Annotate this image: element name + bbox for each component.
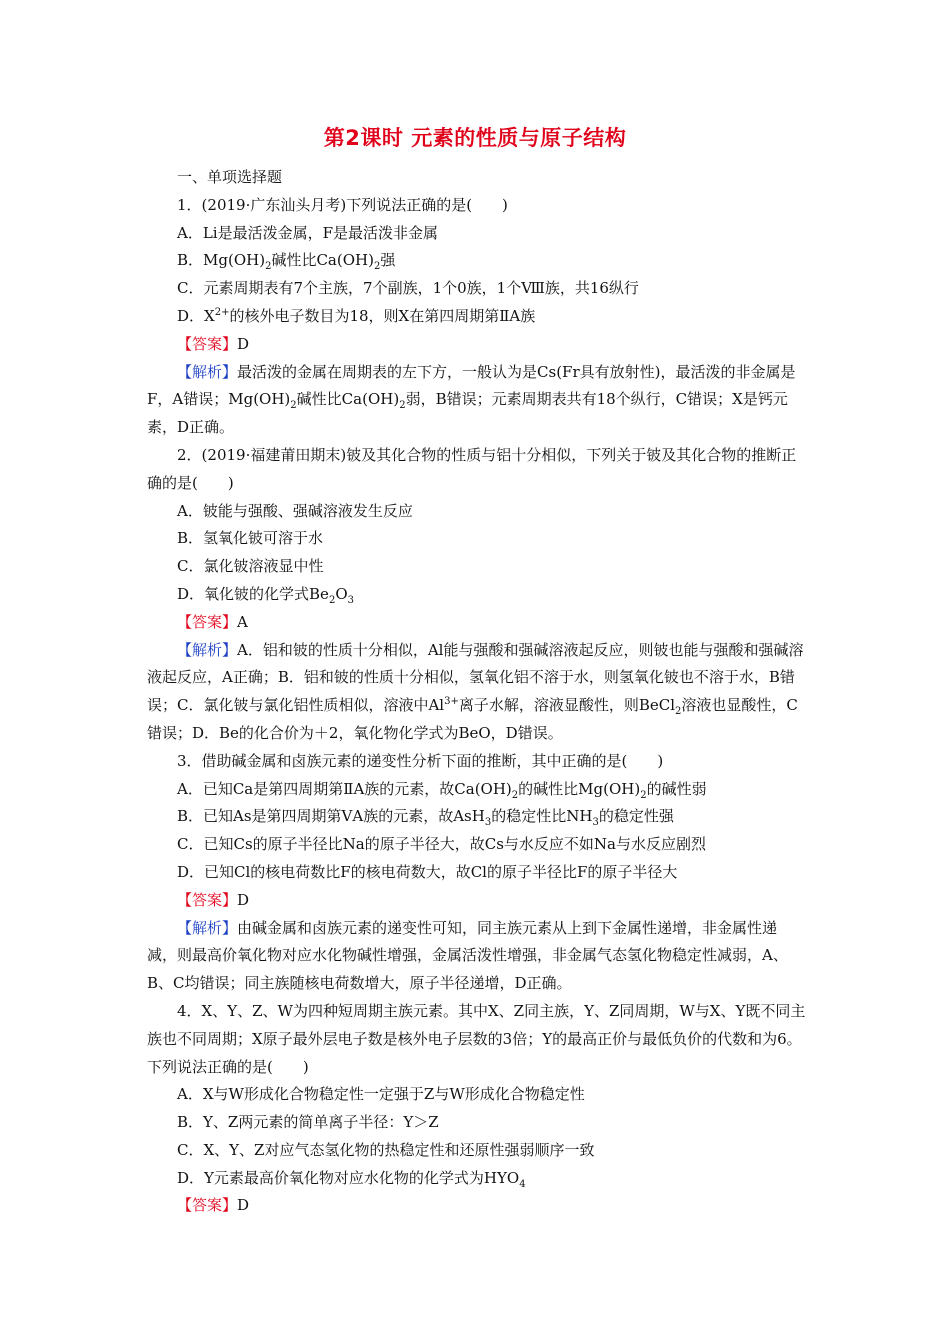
q2-option-c: C．氯化铍溶液显中性 [177, 557, 324, 576]
q1-answer: 【答案】D [177, 334, 250, 353]
q3-answer: 【答案】D [177, 890, 250, 909]
q2-stem: 2．(2019·福建莆田期末)铍及其化合物的性质与铝十分相似，下列关于铍及其化合物的推断正确的是( ) [147, 445, 797, 492]
q3-option-d: D．已知Cl的核电荷数比F的核电荷数大，故Cl的原子半径比F的原子半径大 [177, 862, 678, 881]
explain-tag: 【解析】 [177, 918, 238, 937]
q4-option-b: B．Y、Z两元素的简单离子半径：Y＞Z [177, 1113, 439, 1132]
q3-option-c: C．已知Cs的原子半径比Na的原子半径大，故Cs与水反应不如Na与水反应剧烈 [177, 835, 706, 854]
q3-explanation: 【解析】由碱金属和卤族元素的递变性可知，同主族元素从上到下金属性递增，非金属性递减，则最高价氧化物对应水化物碱性增强，金属活泼性增强，非金属气态氢化物稳定性减弱，A、B、C均错误；同主族随核电荷数增大，原子半径递增，D正确。 [147, 918, 788, 993]
q2-option-b: B．氢氧化铍可溶于水 [177, 529, 324, 548]
page-title: 第2课时 元素的性质与原子结构 [323, 126, 627, 150]
q2-option-a: A．铍能与强酸、强碱溶液发生反应 [177, 501, 413, 520]
q1-explanation: 【解析】最活泼的金属在周期表的左下方，一般认为是Cs(Fr具有放射性)，最活泼的非金属是F，A错误；$Mg(OH)_2$碱性比$Ca(OH)_2$弱，B错误；元素周期表共有18个纵行，C错误；X是钙元素，D正确。 [147, 362, 796, 437]
q3-option-a: A．已知Ca是第四周期第ⅡA族的元素，故$Ca(OH)_2$的碱性比$Mg(OH)_2$的碱性弱 [177, 779, 707, 801]
document-body [147, 164, 807, 1220]
q2-explanation: 【解析】A．铝和铍的性质十分相似，Al能与强酸和强碱溶液起反应，则铍也能与强酸和强碱溶液起反应，A正确；B．铝和铍的性质十分相似，氢氧化铝不溶于水，则氢氧化铍也不溶于水，B错误；C．氯化铍与氯化铝性质相似，溶液中$Al^{3+}$离子水解，溶液显酸性，则BeCl$_2$溶液也显酸性，C错误；D．Be的化合价为＋2，氧化物化学式为BeO，D错误。 [147, 640, 804, 742]
section-heading: 一、单项选择题 [177, 168, 283, 186]
q1-option-a: A．Li是最活泼金属，F是最活泼非金属 [177, 223, 439, 242]
q4-option-a: A．X与W形成化合物稳定性一定强于Z与W形成化合物稳定性 [177, 1085, 585, 1104]
q1-option-d: D．$X^{2+}$的核外电子数目为18，则X在第四周期第ⅡA族 [177, 306, 536, 325]
q2-answer: 【答案】A [177, 612, 248, 631]
q3-stem: 3．借助碱金属和卤族元素的递变性分析下面的推断，其中正确的是( ) [177, 751, 664, 770]
q4-option-d: D．Y元素最高价氧化物对应水化物的化学式为$HYO_4$ [177, 1168, 526, 1190]
answer-tag: 【答案】 [177, 612, 238, 631]
explain-tag: 【解析】 [177, 640, 238, 659]
q4-option-c: C．X、Y、Z对应气态氢化物的热稳定性和还原性强弱顺序一致 [177, 1140, 595, 1159]
q4-answer: 【答案】D [177, 1196, 250, 1215]
q1-option-b: B．$Mg(OH)_2$碱性比$Ca(OH)_2$强 [177, 251, 396, 273]
q2-option-d: D．氧化铍的化学式$Be_2O_3$ [177, 584, 354, 606]
answer-tag: 【答案】 [177, 890, 238, 909]
answer-tag: 【答案】 [177, 334, 238, 353]
explain-tag: 【解析】 [177, 362, 238, 381]
q3-option-b: B．已知As是第四周期第ⅤA族的元素，故AsH$_3$的稳定性比$NH_3$的稳定性强 [177, 807, 674, 829]
q4-stem: 4．X、Y、Z、W为四种短周期主族元素。其中X、Z同主族，Y、Z同周期，W与X、Y既不同主族也不同周期；X原子最外层电子数是核外电子层数的3倍；Y的最高正价与最低负价的代数和为6。下列说法正确的是( ) [147, 1001, 806, 1076]
q1-option-c: C．元素周期表有7个主族，7个副族，1个0族，1个Ⅷ族，共16纵行 [177, 279, 639, 298]
q1-stem: 1．(2019·广东汕头月考)下列说法正确的是( ) [177, 195, 508, 214]
answer-tag: 【答案】 [177, 1196, 238, 1215]
